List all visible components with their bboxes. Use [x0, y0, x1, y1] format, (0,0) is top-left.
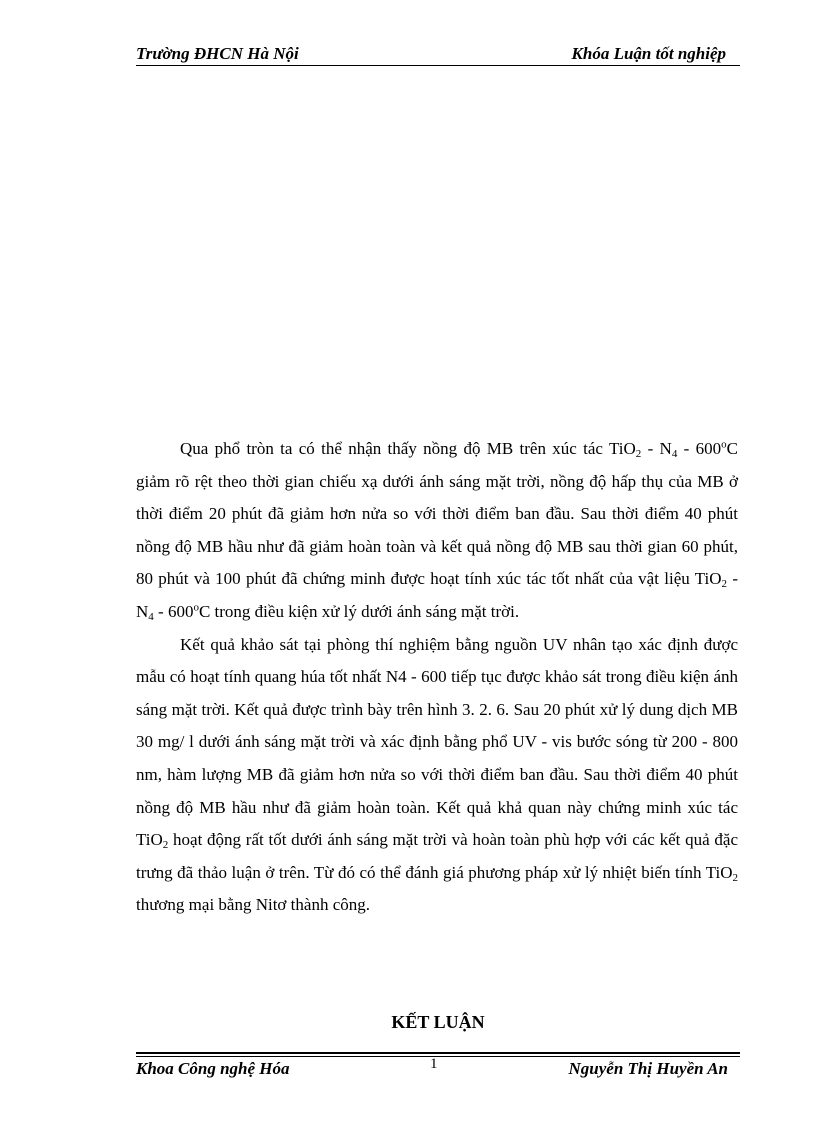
- section-title: KẾT LUẬN: [391, 1012, 485, 1032]
- page-header: [136, 42, 740, 66]
- footer-divider-thin: [136, 1056, 740, 1057]
- header-school-name: Trường ĐHCN Hà Nội: [136, 44, 299, 63]
- footer-divider-thick: [136, 1052, 740, 1054]
- page-number: 1: [430, 1056, 438, 1072]
- page-footer: [136, 1058, 740, 1082]
- footer-author: Nguyễn Thị Huyền An: [568, 1059, 728, 1078]
- paragraph-2: Kết quả khảo sát tại phòng thí nghiệm bằng nguồn UV nhân tạo xác định được mẫu có hoạt tính quang húa tốt nhất N4 - 600 tiếp tục được khảo sát trong điều kiện ánh sáng mặt trời. Kết quả được trình bày trên hình 3. 2. 6. Sau 20 phút xử lý dung dịch MB 30 mg/ l dưới ánh sáng mặt trời và xác định bằng phổ UV - vis bước sóng từ 200 - 800 nm, hàm lượng MB đã giảm hơn nửa so với thời điểm ban đầu. Sau thời điểm 40 phút nồng độ MB hầu như đã giảm hoàn toàn. Kết quả khả quan này chứng minh xúc tác TiO$_2$ hoạt động rất tốt dưới ánh sáng mặt trời và hoàn toàn phù hợp với các kết quả đặc trưng đã thảo luận ở trên. Từ đó có thể đánh giá phương pháp xử lý nhiệt biến tính TiO$_2$ thương mại bằng Nitơ thành công.: [136, 634, 738, 915]
- header-document-type: Khóa Luận tốt nghiệp: [571, 44, 726, 63]
- footer-faculty: Khoa Công nghệ Hóa: [136, 1059, 290, 1078]
- header-divider: [136, 65, 740, 66]
- body-text: [136, 433, 738, 922]
- paragraph-1: Qua phổ tròn ta có thể nhận thấy nồng độ MB trên xúc tác $TiO_2 - N_4 - 600^oC$ giảm rõ rệt theo thời gian chiếu xạ dưới ánh sáng mặt trời, nồng độ hấp thụ của MB ở thời điểm 20 phút đã giảm hơn nửa so với thời điểm ban đầu. Sau thời điểm 40 phút nồng độ MB hầu như đã giảm hoàn toàn và kết quả nồng độ MB sau thời gian 60 phút, 80 phút và 100 phút đã chứng minh được hoạt tính xúc tác tốt nhất của vật liệu $TiO_2 - N_4 - 600^oC$ trong điều kiện xử lý dưới ánh sáng mặt trời.: [136, 438, 738, 623]
